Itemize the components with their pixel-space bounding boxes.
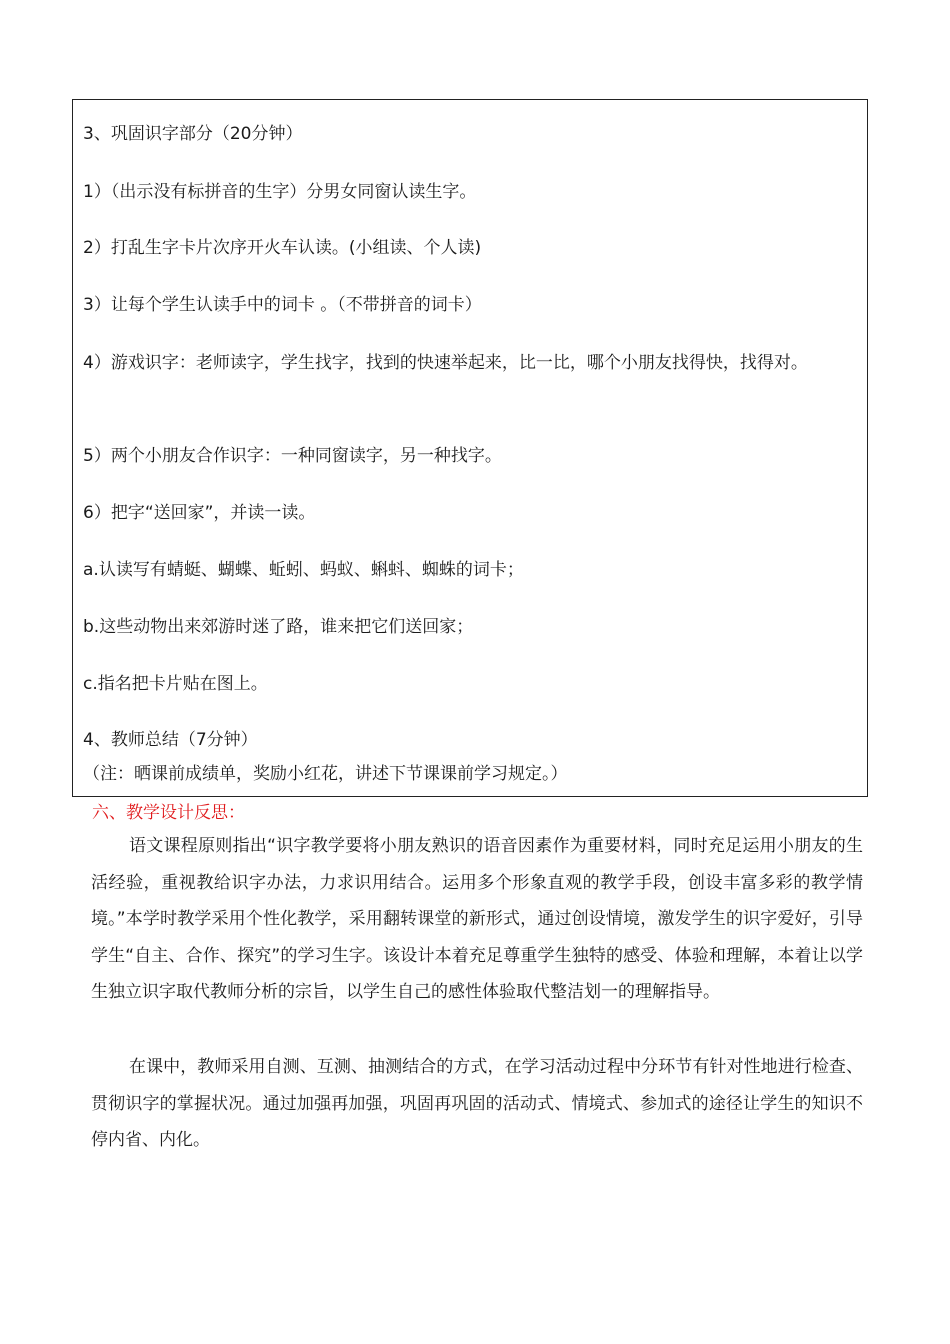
step-3-item-5: 5）两个小朋友合作识字：一种同窗读字，另一种找字。 bbox=[83, 446, 502, 466]
step-4-heading: 4、教师总结（7分钟） bbox=[83, 730, 258, 750]
step-3-heading: 3、巩固识字部分（20分钟） bbox=[83, 124, 303, 144]
sub-item-c: c.指名把卡片贴在图上。 bbox=[83, 674, 268, 694]
step-3-item-1: 1）（出示没有标拼音的生字）分男女同窗认读生字。 bbox=[83, 182, 477, 202]
reflection-paragraph-2: 在课中，教师采用自测、互测、抽测结合的方式，在学习活动过程中分环节有针对性地进行检查、贯彻识字的掌握状况。通过加强再加强，巩固再巩固的活动式、情境式、参加式的途径让学生的知识不停内省、内化。 bbox=[91, 1057, 863, 1151]
step-3-item-6: 6）把字“送回家”，并读一读。 bbox=[83, 503, 316, 523]
sub-item-b: b.这些动物出来郊游时迷了路，谁来把它们送回家； bbox=[83, 617, 474, 637]
step-4-note: （注：晒课前成绩单，奖励小红花，讲述下节课课前学习规定。） bbox=[83, 764, 568, 784]
step-3-item-2: 2）打乱生字卡片次序开火车认读。(小组读、个人读) bbox=[83, 238, 482, 258]
lesson-steps-box bbox=[72, 99, 868, 797]
sub-item-a: a.认读写有蜻蜓、蝴蝶、蚯蚓、蚂蚁、蝌蚪、蜘蛛的词卡； bbox=[83, 560, 524, 580]
step-3-item-3: 3）让每个学生认读手中的词卡 。（不带拼音的词卡） bbox=[83, 295, 482, 315]
step-3-item-4: 4）游戏识字：老师读字，学生找字，找到的快速举起来，比一比，哪个小朋友找得快，找得对。 bbox=[83, 353, 808, 373]
reflection-title: 六、教学设计反思： bbox=[92, 803, 245, 823]
reflection-paragraph-1: 语文课程原则指出“识字教学要将小朋友熟识的语音因素作为重要材料，同时充足运用小朋友的生活经验，重视教给识字办法，力求识用结合。运用多个形象直观的教学手段，创设丰富多彩的教学情境。”本学时教学采用个性化教学，采用翻转课堂的新形式，通过创设情境，激发学生的识字爱好，引导学生“自主、合作、探究”的学习生字。该设计本着充足尊重学生独特的感受、体验和理解，本着让以学生独立识字取代教师分析的宗旨，以学生自己的感性体验取代整洁划一的理解指导。 bbox=[91, 836, 863, 1003]
